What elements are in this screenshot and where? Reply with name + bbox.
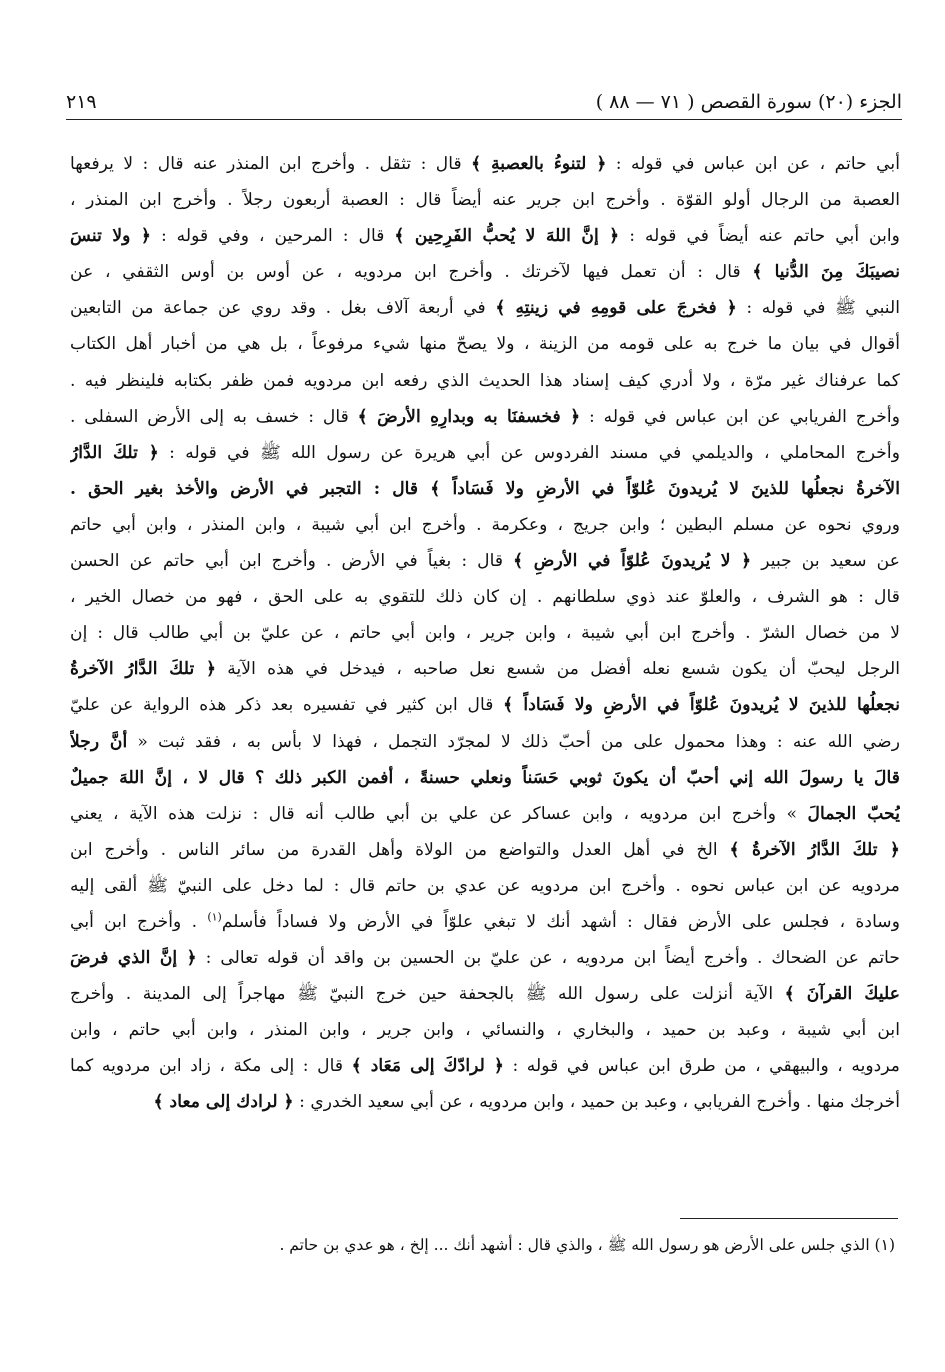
footnote: (١) الذي جلس على الأرض هو رسول الله ﷺ ، والذي قال : أشهد أنك ... إلخ ، هو عدي بن حاتم . [279, 1236, 895, 1254]
text-line [70, 904, 900, 940]
text-span: الآية أنزلت على رسول الله ﷺ بالجحفة حين خرج النبيّ ﷺ مهاجراً إلى المدينة . وأخرج [70, 984, 785, 1005]
text-line [70, 615, 900, 651]
text-span: لا من خصال الشرّ . وأخرج ابن أبي شيبة ، وابن جرير ، وابن أبي حاتم ، عن عليّ بن أبي طالب قال : إن [70, 623, 900, 644]
text-span: أقوال في بيان ما خرج به على قومه من الزينة ، ولا يصحّ منها شيء مرفوعاً ، بل هي من أخبار أهل الكتاب [70, 334, 900, 355]
quran-quote: ﴿ فخرجَ على قومِهِ في زينتِهِ ﴾ [495, 298, 737, 319]
quran-quote: نجعلُها للذينَ لا يُريدونَ عُلوّاً في الأرضِ ولا فَسَاداً ﴾ [503, 695, 900, 716]
quran-quote: الآخرةُ نجعلُها للذينَ لا يُريدونَ عُلوّاً في الأرضِ ولا فَسَاداً ﴾ قال : التجبر في الأرض والأخذ بغير الحق . [70, 478, 900, 499]
footnote-marker: (١) [207, 910, 222, 924]
text-span: وأخرج الفريابي عن ابن عباس في قوله : [580, 406, 900, 427]
quran-quote: يُحبّ الجمالَ [807, 803, 900, 824]
text-line [70, 868, 900, 904]
text-line [70, 254, 900, 290]
text-span: قال : تثقل . وأخرج ابن المنذر عنه قال : لا يرفعها [70, 154, 472, 174]
quran-quote: ﴿ لرادك إلى معاد ﴾ [153, 1092, 294, 1113]
quran-quote: ﴿ تلكَ الدَّارُ الآخرةُ ﴾ [729, 839, 900, 860]
quran-quote: ﴿ لرادّكَ إلى مَعَاد ﴾ [351, 1056, 504, 1077]
text-line [70, 976, 900, 1012]
text-span: قال ابن كثير في تفسيره بعد ذكر هذه الرواية عن عليّ [70, 695, 504, 716]
text-span: أخرجك منها . وأخرج الفريابي ، وعبد بن حميد ، وابن مردويه ، عن أبي سعيد الخدري : [293, 1092, 900, 1113]
text-line [70, 796, 900, 832]
quran-quote: قالَ يا رسولَ الله إني أحبّ أن يكونَ ثوبي حَسَناً ونعلي حسنةً ، أفمن الكبر ذلك ؟ قال لا ، إنَّ اللهَ جميلٌ [70, 767, 900, 788]
quran-quote: ﴿ تلكَ الدَّارُ [70, 442, 159, 463]
text-span: عن سعيد بن جبير [751, 551, 900, 572]
quran-quote: ﴿ ولا تنسَ [70, 226, 151, 247]
text-span: قال : أن تعمل فيها لآخرتك . وأخرج ابن مردويه ، عن أوس بن أوس الثقفي ، عن [70, 262, 753, 283]
text-span: الخ في أهل العدل والتواضع من الولاة وأهل القدرة من سائر الناس . وأخرج ابن [70, 839, 730, 860]
text-span: وروي نحوه عن مسلم البطين ؛ وابن جريج ، وعكرمة . وأخرج ابن أبي شيبة ، وابن المنذر ، وابن أبي حاتم [70, 514, 900, 535]
text-line [70, 507, 900, 543]
text-span: كما عرفناك غير مرّة ، ولا أدري كيف إسناد هذا الحديث الذي رفعه ابن مردويه فمن ظفر بكتابه فلينظر فيه . [70, 370, 900, 391]
text-line [70, 832, 900, 868]
text-line [70, 290, 900, 326]
text-span: حاتم عن الضحاك . وأخرج أيضاً ابن مردويه ، عن عليّ بن الحسين بن واقد أن قوله تعالى : [196, 948, 900, 969]
text-span: وأخرج المحاملي ، والديلمي في مسند الفردوس عن أبي هريرة عن رسول الله ﷺ في قوله : [158, 442, 900, 463]
quran-quote: ﴿ لا يُريدونَ عُلوّاً في الأرضِ ﴾ [513, 551, 752, 572]
text-span: وابن أبي حاتم عنه أيضاً في قوله : [619, 226, 900, 247]
text-span: الرجل ليحبّ أن يكون شسع نعله أفضل من شسع نعل صاحبه ، فيدخل في هذه الآية [216, 659, 900, 680]
text-span: قال : إلى مكة ، زاد ابن مردويه كما [70, 1056, 352, 1077]
text-span: النبي ﷺ في قوله : [736, 298, 900, 319]
text-line [70, 651, 900, 687]
text-span: قال : المرحين ، وفي قوله : [151, 226, 395, 247]
quran-quote: ﴿ إنَّ الذي فرضَ [70, 948, 197, 969]
text-line [70, 579, 900, 615]
text-span: مردويه ، والبيهقي ، من طرق ابن عباس في قوله : [503, 1056, 900, 1077]
text-line [70, 724, 900, 760]
text-line [70, 471, 900, 507]
text-span: قال : هو الشرف ، والعلوّ عند ذوي سلطانهم . إن كان ذلك للتقوي به على الحق ، فهو من خصال الخير ، [70, 587, 900, 608]
text-line [70, 1012, 900, 1048]
quran-quote: ﴿ تلكَ الدَّارُ الآخرةُ [70, 659, 217, 680]
text-line [70, 940, 900, 976]
text-line [70, 326, 900, 362]
page-number: ٢١٩ [66, 91, 97, 113]
header-rule [66, 119, 902, 120]
text-span: رضي الله عنه : وهذا محمول على من أحبّ ذلك لا لمجرّد التجمل ، فهذا لا بأس به ، فقد ثبت « [127, 731, 900, 752]
text-span: أبي حاتم ، عن ابن عباس في قوله : [606, 154, 900, 174]
quran-quote: ﴿ لتنوءُ بالعصبةِ ﴾ [471, 154, 607, 174]
text-span: في أربعة آلاف بغل . وقد روي عن جماعة من التابعين [70, 298, 496, 319]
text-span: قال : بغياً في الأرض . وأخرج ابن أبي حاتم عن الحسن [70, 551, 514, 572]
text-line [70, 182, 900, 218]
text-span: . وأخرج ابن أبي [70, 911, 208, 932]
text-line [70, 760, 900, 796]
page-header [66, 86, 902, 118]
body-text [70, 146, 900, 1121]
quran-quote: ﴿ إنَّ اللهَ لا يُحبُّ الفَرِحِين ﴾ [394, 226, 620, 247]
text-span: » وأخرج ابن مردويه ، وابن عساكر عن علي بن أبي طالب أنه قال : نزلت هذه الآية ، يعني [70, 803, 808, 824]
text-line [70, 146, 900, 182]
text-span: قال : خسف به إلى الأرض السفلى . [70, 406, 358, 427]
text-line [70, 399, 900, 435]
text-line [70, 1084, 900, 1120]
text-line [70, 363, 900, 399]
text-span: العصبة من الرجال أولو القوّة . وأخرج ابن جرير عنه أيضاً قال : العصبة أربعون رجلاً . وأخرج ابن المنذر ، [70, 190, 900, 211]
quran-quote: أنَّ رجلاً [70, 731, 128, 752]
text-span: ابن أبي شيبة ، وعبد بن حميد ، والبخاري ، والنسائي ، وابن جرير ، وابن المنذر ، وابن أبي حاتم ، وابن [70, 1020, 900, 1041]
quran-quote: نصيبَكَ مِنَ الدُّنيا ﴾ [752, 262, 900, 283]
footnote-rule [680, 1218, 898, 1219]
quran-quote: ﴿ فخسفنَا به وبدارِهِ الأرضَ ﴾ [357, 406, 581, 427]
text-span: مردويه عن ابن عباس نحوه . وأخرج ابن مردويه عن عدي بن حاتم قال : لما دخل على النبيّ ﷺ ألقى إليه [70, 875, 900, 896]
text-line [70, 1048, 900, 1084]
text-line [70, 218, 900, 254]
quran-quote: عليكَ القرآنَ ﴾ [784, 984, 900, 1005]
text-span: وسادة ، فجلس على الأرض فقال : أشهد أنك لا تبغي علوّاً في الأرض ولا فساداً فأسلم [221, 911, 900, 932]
text-line [70, 435, 900, 471]
text-line [70, 687, 900, 723]
text-line [70, 543, 900, 579]
running-title: الجزء (٢٠) سورة القصص ( ٧١ — ٨٨ ) [595, 91, 902, 113]
